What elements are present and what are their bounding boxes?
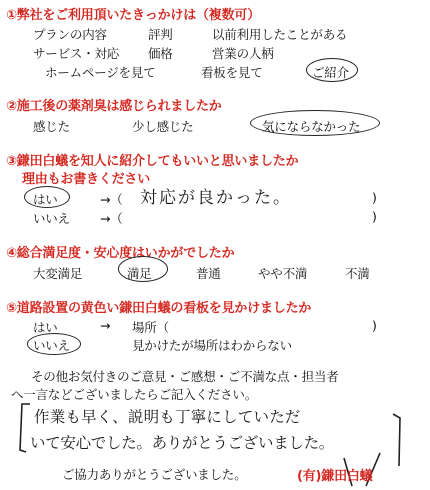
q4-option-satisfied[interactable]: 満足 bbox=[127, 266, 152, 281]
comments-prompt-line1: その他お気付きのご意見・ご感想・ご不満な点・担当者 bbox=[31, 369, 339, 384]
q1-option-homepage[interactable]: ホームページを見て bbox=[45, 65, 156, 80]
footer-thanks: ご協力ありがとうございました。 bbox=[62, 467, 247, 482]
q3-reason-handwritten[interactable]: 対応が良かった。 bbox=[140, 188, 292, 208]
q1-title: ①弊社をご利用頂いたきっかけは（複数可） bbox=[6, 8, 261, 23]
q4-title: ④総合満足度・安心度はいかがでしたか bbox=[6, 246, 235, 261]
q5-no-note: 見かけたが場所はわからない bbox=[132, 338, 292, 353]
q3-arrow-yes: →（ bbox=[100, 192, 123, 207]
q3-title: ③鎌田白蟻を知人に紹介してもいいと思いましたか bbox=[6, 154, 299, 169]
q2-title: ②施工後の薬剤臭は感じられましたか bbox=[6, 99, 222, 114]
q4-option-slightly-dissatisfied[interactable]: やや不満 bbox=[258, 266, 308, 281]
q2-option-slightly-felt[interactable]: 少し感じた bbox=[132, 119, 194, 134]
q3-close-yes: ) bbox=[372, 190, 377, 205]
q3-option-yes[interactable]: はい bbox=[33, 192, 58, 207]
q3-option-no[interactable]: いいえ bbox=[33, 211, 70, 226]
q4-option-neutral[interactable]: 普通 bbox=[196, 266, 221, 281]
q5-option-yes[interactable]: はい bbox=[33, 320, 58, 335]
q1-option-service[interactable]: サービス・対応 bbox=[33, 46, 120, 61]
q1-option-referral[interactable]: ご紹介 bbox=[312, 65, 349, 80]
q1-option-sales-person[interactable]: 営業の人柄 bbox=[212, 46, 274, 61]
q3-close-no: ) bbox=[372, 209, 377, 224]
q5-option-no[interactable]: いいえ bbox=[33, 338, 70, 353]
q5-title: ⑤道路設置の黄色い鎌田白蟻の看板を見かけましたか bbox=[6, 301, 312, 316]
comment-handwritten-line1[interactable]: 作業も早く、説明も丁寧にしていただ bbox=[34, 408, 301, 426]
q1-option-signboard[interactable]: 看板を見て bbox=[201, 65, 263, 80]
comment-handwritten-line2[interactable]: いて安心でした。ありがとうございました。 bbox=[30, 434, 335, 452]
q1-option-plan[interactable]: プランの内容 bbox=[33, 27, 107, 42]
q4-option-very-satisfied[interactable]: 大変満足 bbox=[33, 266, 83, 281]
q5-close: ) bbox=[372, 318, 377, 333]
q1-option-price[interactable]: 価格 bbox=[148, 46, 173, 61]
footer-company: (有)鎌田白蟻 bbox=[297, 469, 373, 484]
q1-option-reputation[interactable]: 評判 bbox=[148, 27, 173, 42]
q2-option-felt[interactable]: 感じた bbox=[33, 119, 70, 134]
q5-place-label[interactable]: 場所（ bbox=[132, 320, 169, 335]
q1-option-previous[interactable]: 以前利用したことがある bbox=[212, 27, 348, 42]
right-bracket-mark bbox=[393, 414, 400, 466]
q3-arrow-no: →（ bbox=[100, 211, 123, 226]
q5-arrow: → bbox=[100, 318, 111, 333]
q4-option-dissatisfied[interactable]: 不満 bbox=[345, 266, 370, 281]
q3-subtitle: 理由もお書きください bbox=[22, 172, 151, 187]
left-bracket-mark bbox=[20, 404, 30, 452]
comments-prompt-line2: へ一言などございましたらご記入ください。 bbox=[11, 387, 258, 402]
q2-option-not-bothered[interactable]: 気にならなかった bbox=[262, 119, 361, 134]
